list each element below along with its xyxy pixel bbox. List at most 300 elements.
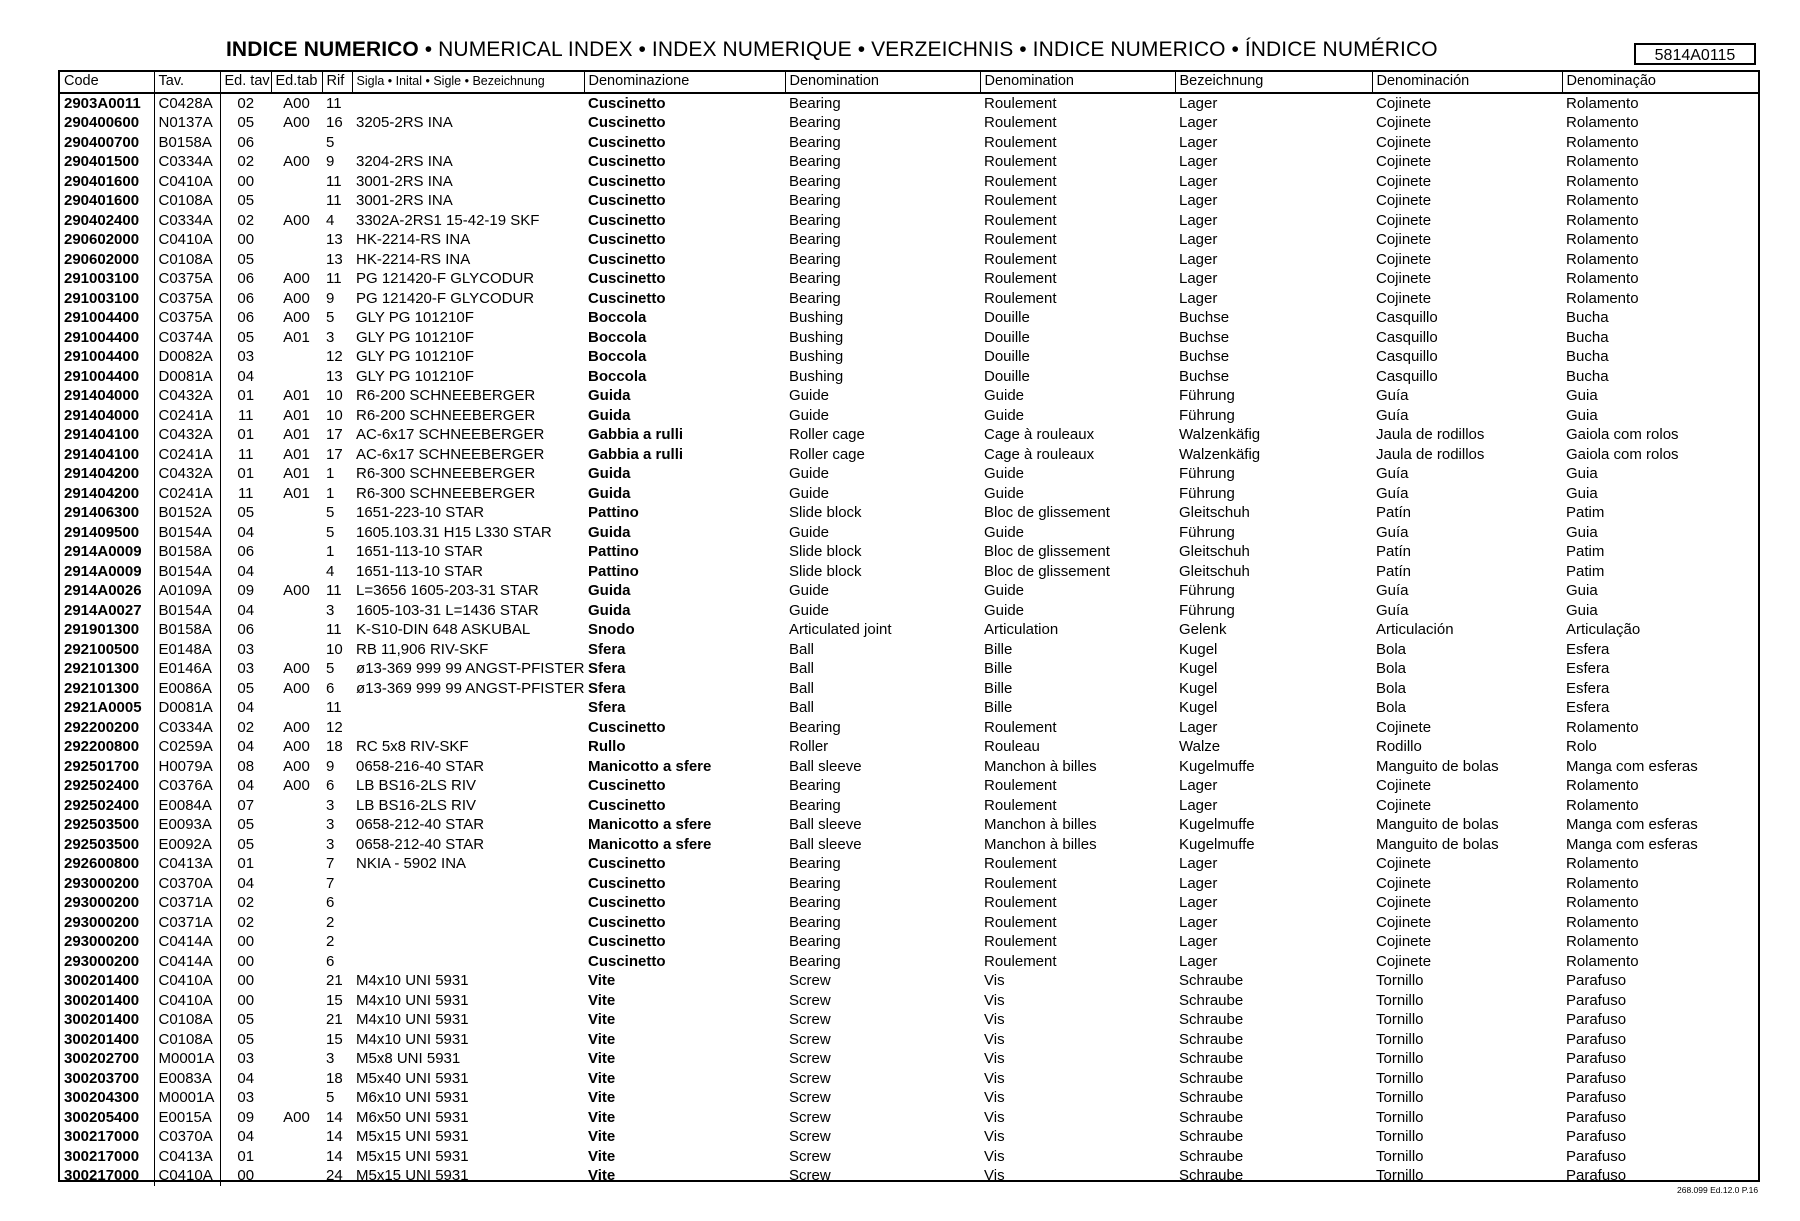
cell-fr: Roulement (984, 192, 1057, 209)
cell-code: 2903A0011 (60, 93, 154, 114)
cell-ed-tav: 05 (237, 250, 255, 268)
cell-en: Bearing (789, 796, 841, 814)
cell-de: Lager (1179, 952, 1218, 970)
cell-code: 291004400 (60, 347, 154, 367)
table-row (60, 737, 1758, 757)
cell-it: Cuscinetto (588, 172, 666, 190)
index-table (60, 72, 1758, 1186)
cell-en: Ball sleeve (789, 757, 862, 775)
cell-rif: 10 (326, 640, 343, 658)
cell-code: 292502400 (60, 796, 154, 816)
table-row (60, 679, 1758, 699)
cell-pt: Rolo (1566, 738, 1597, 755)
cell-it: Cuscinetto (588, 933, 666, 950)
cell-ed-tab: A01 (283, 406, 310, 424)
cell-ed-tab (271, 347, 322, 367)
cell-fr: Manchon à billes (984, 757, 1097, 775)
cell-ed-tav: 00 (237, 952, 255, 970)
cell-es: Guía (1376, 601, 1409, 619)
cell-ed-tab (271, 932, 322, 952)
cell-es: Cojinete (1376, 289, 1432, 307)
cell-ed-tav: 03 (237, 1089, 255, 1106)
cell-fr: Vis (984, 1108, 1005, 1126)
cell-en: Roller cage (789, 445, 865, 463)
cell-pt: Rolamento (1566, 855, 1639, 872)
cell-ed-tav: 04 (237, 777, 255, 794)
cell-es: Cojinete (1376, 270, 1432, 287)
cell-code: 291404000 (60, 406, 154, 426)
cell-tav: C0334A (154, 152, 220, 172)
cell-rif: 6 (326, 679, 335, 697)
cell-pt: Parafuso (1566, 1030, 1627, 1048)
cell-ed-tav: 01 (237, 387, 255, 404)
cell-ed-tab (271, 815, 322, 835)
cell-ed-tav: 06 (237, 309, 255, 326)
cell-ed-tav: 05 (237, 816, 255, 833)
cell-code: 292101300 (60, 659, 154, 679)
cell-ed-tab: A01 (283, 445, 310, 463)
cell-ed-tab (271, 1030, 322, 1050)
cell-rif: 12 (326, 348, 343, 365)
cell-es: Manguito de bolas (1376, 835, 1499, 853)
cell-de: Lager (1179, 796, 1218, 814)
cell-tav: C0108A (154, 1030, 220, 1050)
cell-fr: Guide (984, 406, 1025, 424)
cell-en: Screw (789, 1167, 831, 1184)
cell-fr: Roulement (984, 894, 1057, 911)
cell-en: Ball (789, 660, 815, 677)
cell-ed-tav: 04 (237, 1128, 255, 1145)
cell-de: Kugelmuffe (1179, 757, 1255, 775)
cell-fr: Roulement (984, 913, 1057, 931)
page-title (226, 38, 1438, 62)
table-row (60, 464, 1758, 484)
cell-pt: Esfera (1566, 660, 1610, 677)
cell-code: 293000200 (60, 932, 154, 952)
cell-rif: 14 (326, 1108, 343, 1126)
cell-sigla: 1651-113-10 STAR (356, 562, 484, 580)
cell-ed-tab: A01 (283, 465, 310, 482)
cell-ed-tab (271, 913, 322, 933)
cell-fr: Roulement (984, 114, 1057, 131)
cell-pt: Rolamento (1566, 777, 1639, 794)
cell-it: Cuscinetto (588, 192, 666, 209)
cell-rif: 7 (326, 855, 335, 872)
cell-sigla: 0658-212-40 STAR (356, 816, 485, 833)
cell-tav: C0414A (154, 952, 220, 972)
cell-rif: 1 (326, 465, 335, 482)
cell-pt: Parafuso (1566, 972, 1627, 989)
cell-de: Kugel (1179, 640, 1218, 658)
cell-sigla: L=3656 1605-203-31 STAR (356, 582, 539, 599)
cell-it: Cuscinetto (588, 855, 666, 872)
cell-es: Cojinete (1376, 94, 1432, 112)
cell-it: Manicotto a sfere (588, 757, 712, 775)
cell-rif: 11 (326, 94, 342, 112)
cell-sigla: ø13-369 999 99 ANGST-PFISTER (356, 679, 584, 697)
cell-code: 300202700 (60, 1049, 154, 1069)
cell-it: Cuscinetto (588, 94, 666, 112)
cell-rif: 15 (326, 991, 343, 1009)
cell-en: Bearing (789, 172, 841, 190)
col-ed-tav: Ed. tav (220, 72, 271, 93)
cell-rif: 5 (326, 133, 335, 151)
cell-pt: Rolamento (1566, 114, 1639, 131)
cell-sigla: R6-200 SCHNEEBERGER (356, 406, 536, 424)
cell-de: Gelenk (1179, 621, 1227, 638)
col-ed-tab: Ed.tab (271, 72, 322, 93)
cell-es: Tornillo (1376, 1069, 1424, 1087)
cell-fr: Roulement (984, 952, 1057, 970)
cell-es: Tornillo (1376, 1011, 1424, 1028)
table-row (60, 484, 1758, 504)
table-row (60, 308, 1758, 328)
cell-es: Cojinete (1376, 231, 1432, 248)
cell-tav: D0082A (154, 347, 220, 367)
cell-en: Ball (789, 640, 815, 658)
cell-fr: Vis (984, 1011, 1005, 1028)
cell-rif: 6 (326, 777, 335, 794)
cell-ed-tab: A00 (283, 1108, 310, 1126)
cell-rif: 7 (326, 874, 335, 892)
cell-fr: Roulement (984, 94, 1057, 112)
cell-it: Vite (588, 1050, 616, 1067)
cell-fr: Roulement (984, 718, 1057, 736)
cell-es: Casquillo (1376, 348, 1438, 365)
cell-de: Schraube (1179, 1108, 1244, 1126)
cell-sigla: 3204-2RS INA (356, 153, 453, 170)
cell-it: Pattino (588, 543, 639, 560)
cell-de: Kugel (1179, 679, 1218, 697)
cell-code: 300203700 (60, 1069, 154, 1089)
cell-tav: A0109A (154, 581, 220, 601)
cell-tav: B0158A (154, 133, 220, 153)
cell-es: Cojinete (1376, 796, 1432, 814)
cell-it: Vite (588, 991, 616, 1009)
cell-it: Vite (588, 1011, 616, 1028)
cell-de: Lager (1179, 777, 1218, 794)
cell-de: Lager (1179, 894, 1218, 911)
cell-ed-tav: 02 (237, 211, 255, 229)
cell-ed-tab (271, 601, 322, 621)
cell-ed-tav: 04 (237, 1069, 255, 1087)
cell-fr: Roulement (984, 133, 1057, 151)
cell-sigla: R6-300 SCHNEEBERGER (356, 484, 536, 502)
cell-es: Cojinete (1376, 855, 1432, 872)
cell-rif: 5 (326, 504, 335, 521)
cell-sigla (352, 893, 584, 913)
cell-es: Bola (1376, 640, 1407, 658)
cell-ed-tab (271, 503, 322, 523)
cell-pt: Rolamento (1566, 211, 1639, 229)
cell-ed-tav: 02 (237, 894, 255, 911)
cell-sigla: 0658-216-40 STAR (356, 757, 485, 775)
cell-es: Cojinete (1376, 250, 1432, 268)
cell-tav: C0108A (154, 1010, 220, 1030)
cell-ed-tav: 06 (237, 621, 255, 638)
cell-sigla: ø13-369 999 99 ANGST-PFISTER (356, 660, 584, 677)
cell-ed-tav: 05 (237, 1011, 255, 1028)
cell-rif: 21 (326, 1011, 343, 1028)
cell-it: Cuscinetto (588, 211, 666, 229)
cell-it: Cuscinetto (588, 289, 666, 307)
cell-es: Bola (1376, 699, 1407, 716)
cell-es: Casquillo (1376, 328, 1438, 346)
cell-tav: C0334A (154, 718, 220, 738)
cell-en: Bearing (789, 874, 841, 892)
cell-tav: C0413A (154, 854, 220, 874)
cell-es: Guía (1376, 523, 1409, 541)
cell-pt: Guia (1566, 523, 1598, 541)
cell-es: Casquillo (1376, 309, 1438, 326)
table-row (60, 776, 1758, 796)
table-row (60, 152, 1758, 172)
cell-tav: C0410A (154, 991, 220, 1011)
cell-es: Tornillo (1376, 1147, 1424, 1165)
cell-fr: Manchon à billes (984, 816, 1097, 833)
table-row (60, 1069, 1758, 1089)
document-number: 5814A0115 (1634, 43, 1756, 65)
cell-es: Tornillo (1376, 972, 1424, 989)
cell-ed-tab (271, 133, 322, 153)
cell-fr: Cage à rouleaux (984, 445, 1095, 463)
cell-tav: B0158A (154, 620, 220, 640)
table-row (60, 93, 1758, 114)
cell-ed-tav: 06 (237, 543, 255, 560)
cell-sigla: AC-6x17 SCHNEEBERGER (356, 445, 545, 463)
cell-en: Guide (789, 387, 830, 404)
cell-en: Screw (789, 1089, 831, 1106)
cell-ed-tav: 01 (237, 855, 255, 872)
cell-tav: C0259A (154, 737, 220, 757)
cell-es: Cojinete (1376, 172, 1432, 190)
cell-pt: Parafuso (1566, 1069, 1627, 1087)
table-row (60, 1088, 1758, 1108)
cell-pt: Rolamento (1566, 94, 1639, 112)
cell-de: Schraube (1179, 1011, 1244, 1028)
cell-ed-tab (271, 250, 322, 270)
cell-es: Tornillo (1376, 1030, 1424, 1048)
table-row (60, 1127, 1758, 1147)
cell-ed-tab (271, 1010, 322, 1030)
cell-it: Boccola (588, 348, 647, 365)
cell-ed-tab: A00 (283, 153, 310, 170)
cell-de: Walze (1179, 738, 1221, 755)
cell-it: Guida (588, 387, 631, 404)
col-code: Code (60, 72, 154, 93)
cell-pt: Bucha (1566, 348, 1609, 365)
col-pt: Denominação (1562, 72, 1758, 93)
cell-ed-tav: 05 (237, 1030, 255, 1048)
cell-es: Cojinete (1376, 133, 1432, 151)
cell-pt: Guia (1566, 465, 1598, 482)
cell-rif: 5 (326, 660, 335, 677)
cell-rif: 18 (326, 1069, 343, 1087)
cell-pt: Parafuso (1566, 1108, 1627, 1126)
cell-en: Screw (789, 1128, 831, 1145)
cell-ed-tav: 00 (237, 1167, 255, 1184)
cell-fr: Guide (984, 601, 1025, 619)
cell-ed-tab: A00 (283, 211, 310, 229)
cell-it: Cuscinetto (588, 913, 666, 931)
cell-en: Roller cage (789, 426, 865, 443)
cell-sigla: M4x10 UNI 5931 (356, 991, 469, 1009)
table-row (60, 1108, 1758, 1128)
table-row (60, 542, 1758, 562)
cell-de: Lager (1179, 933, 1218, 950)
cell-ed-tav: 05 (237, 192, 255, 209)
cell-en: Bearing (789, 894, 841, 911)
cell-fr: Vis (984, 1128, 1005, 1145)
cell-fr: Roulement (984, 250, 1057, 268)
cell-ed-tav: 11 (237, 484, 254, 502)
cell-tav: C0375A (154, 269, 220, 289)
cell-tav: B0158A (154, 542, 220, 562)
cell-fr: Guide (984, 523, 1025, 541)
cell-pt: Rolamento (1566, 796, 1639, 814)
cell-ed-tab (271, 542, 322, 562)
title-bold: INDICE NUMERICO (226, 38, 419, 61)
table-row (60, 835, 1758, 855)
col-en: Denomination (785, 72, 980, 93)
cell-fr: Vis (984, 972, 1005, 989)
cell-ed-tav: 11 (237, 445, 254, 463)
cell-tav: E0148A (154, 640, 220, 660)
cell-it: Pattino (588, 504, 639, 521)
table-row (60, 386, 1758, 406)
cell-ed-tab (271, 835, 322, 855)
cell-ed-tav: 11 (237, 406, 254, 424)
cell-fr: Bloc de glissement (984, 543, 1110, 560)
cell-code: 291004400 (60, 328, 154, 348)
cell-pt: Patim (1566, 504, 1605, 521)
table-row (60, 1147, 1758, 1167)
cell-en: Screw (789, 991, 831, 1009)
cell-rif: 9 (326, 289, 335, 307)
table-row (60, 1166, 1758, 1186)
table-row (60, 503, 1758, 523)
cell-it: Cuscinetto (588, 718, 666, 736)
cell-es: Patín (1376, 562, 1412, 580)
cell-es: Guía (1376, 484, 1409, 502)
cell-en: Bearing (789, 192, 841, 209)
cell-it: Guida (588, 601, 631, 619)
cell-ed-tav: 02 (237, 153, 255, 170)
cell-ed-tav: 05 (237, 679, 255, 697)
cell-fr: Roulement (984, 796, 1057, 814)
cell-code: 292600800 (60, 854, 154, 874)
cell-ed-tab: A01 (283, 387, 310, 404)
cell-pt: Rolamento (1566, 133, 1639, 151)
cell-de: Schraube (1179, 1089, 1244, 1106)
cell-rif: 16 (326, 114, 343, 131)
table-row (60, 562, 1758, 582)
cell-it: Boccola (588, 328, 647, 346)
cell-de: Lager (1179, 913, 1218, 931)
cell-rif: 11 (326, 582, 342, 599)
cell-ed-tab: A00 (283, 582, 310, 599)
cell-de: Schraube (1179, 1050, 1244, 1067)
cell-ed-tab (271, 854, 322, 874)
cell-code: 300201400 (60, 971, 154, 991)
cell-it: Manicotto a sfere (588, 835, 712, 853)
cell-en: Slide block (789, 504, 862, 521)
table-row (60, 172, 1758, 192)
cell-ed-tav: 03 (237, 348, 255, 365)
cell-en: Guide (789, 523, 830, 541)
cell-tav: C0410A (154, 1166, 220, 1186)
cell-de: Lager (1179, 211, 1218, 229)
cell-de: Lager (1179, 718, 1218, 736)
cell-fr: Bille (984, 679, 1013, 697)
cell-sigla: NKIA - 5902 INA (356, 855, 467, 872)
cell-pt: Esfera (1566, 640, 1610, 658)
cell-pt: Parafuso (1566, 1128, 1627, 1145)
cell-sigla (352, 133, 584, 153)
cell-ed-tab (271, 1049, 322, 1069)
cell-ed-tab: A00 (283, 309, 310, 326)
cell-en: Ball sleeve (789, 816, 862, 833)
cell-sigla: M4x10 UNI 5931 (356, 1030, 469, 1048)
cell-it: Gabbia a rulli (588, 445, 684, 463)
cell-it: Vite (588, 972, 616, 989)
cell-pt: Esfera (1566, 699, 1610, 716)
cell-ed-tab (271, 523, 322, 543)
cell-pt: Rolamento (1566, 718, 1639, 736)
cell-de: Schraube (1179, 991, 1244, 1009)
cell-pt: Bucha (1566, 328, 1609, 346)
cell-rif: 11 (326, 621, 342, 638)
cell-fr: Vis (984, 1050, 1005, 1067)
cell-es: Casquillo (1376, 367, 1438, 385)
cell-sigla: M6x10 UNI 5931 (356, 1089, 469, 1106)
cell-de: Lager (1179, 270, 1218, 287)
cell-sigla: GLY PG 101210F (356, 367, 474, 385)
cell-it: Cuscinetto (588, 952, 666, 970)
cell-it: Cuscinetto (588, 874, 666, 892)
cell-rif: 13 (326, 231, 343, 248)
cell-it: Sfera (588, 660, 626, 677)
cell-en: Screw (789, 1069, 831, 1087)
cell-de: Führung (1179, 406, 1235, 424)
cell-tav: C0371A (154, 893, 220, 913)
cell-code: 291404000 (60, 386, 154, 406)
cell-rif: 2 (326, 913, 335, 931)
cell-rif: 3 (326, 796, 335, 814)
cell-it: Cuscinetto (588, 894, 666, 911)
cell-ed-tab: A00 (283, 679, 310, 697)
cell-sigla: M4x10 UNI 5931 (356, 972, 469, 989)
cell-ed-tab (271, 1166, 322, 1186)
cell-de: Lager (1179, 133, 1218, 151)
cell-ed-tav: 04 (237, 738, 255, 755)
cell-rif: 21 (326, 972, 343, 989)
cell-tav: C0108A (154, 191, 220, 211)
cell-sigla (352, 718, 584, 738)
cell-code: 2914A0009 (60, 542, 154, 562)
cell-code: 290401500 (60, 152, 154, 172)
cell-fr: Bille (984, 699, 1013, 716)
table-row (60, 1049, 1758, 1069)
cell-sigla (352, 874, 584, 894)
cell-en: Bearing (789, 855, 841, 872)
cell-sigla: LB BS16-2LS RIV (356, 777, 477, 794)
cell-de: Kugelmuffe (1179, 835, 1255, 853)
cell-en: Bearing (789, 289, 841, 307)
cell-code: 292101300 (60, 679, 154, 699)
cell-fr: Douille (984, 367, 1030, 385)
cell-tav: C0241A (154, 406, 220, 426)
